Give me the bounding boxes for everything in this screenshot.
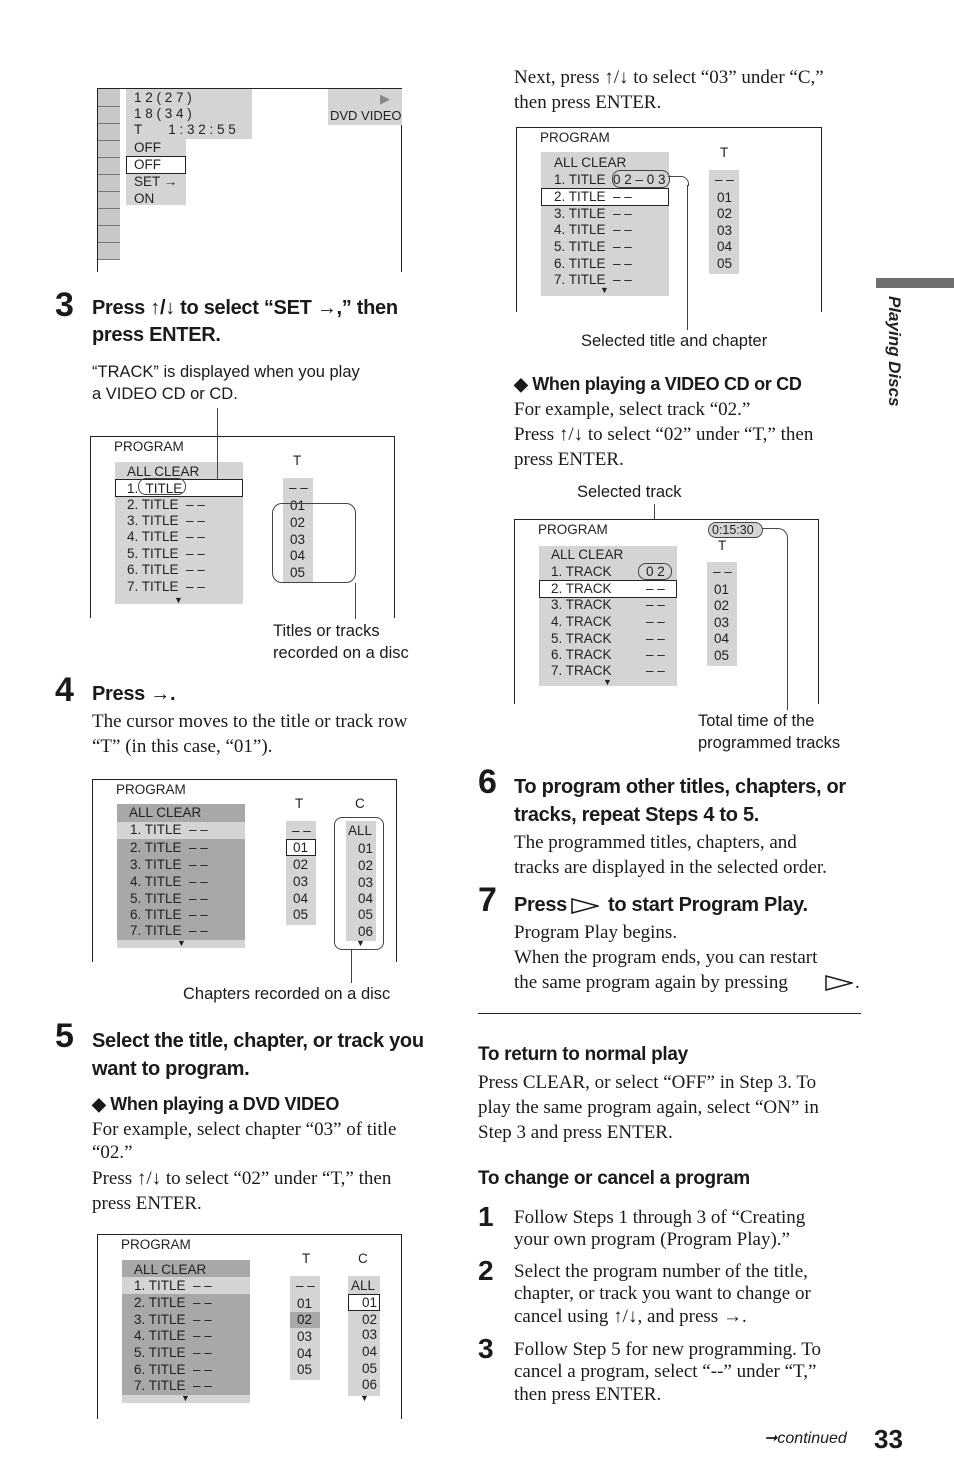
track-row-4: 4. TRACK bbox=[551, 614, 612, 629]
play-button-icon bbox=[571, 898, 599, 914]
section-tab-bar bbox=[876, 278, 954, 288]
step5-dvd-line-4: press ENTER. bbox=[92, 1193, 202, 1214]
total-time-connector bbox=[762, 528, 788, 548]
screen1-line-4: OFF bbox=[134, 140, 161, 155]
t-header: T bbox=[293, 453, 302, 468]
t-value-4: 04 bbox=[293, 891, 309, 906]
step7-number: 7 bbox=[478, 881, 497, 919]
program-label: PROGRAM bbox=[540, 130, 610, 145]
continued-label: ➞continued bbox=[764, 1430, 847, 1447]
step5-heading-2: want to program. bbox=[92, 1058, 250, 1080]
program-screen-4 bbox=[97, 1234, 402, 1419]
t-value-4: 04 bbox=[297, 1346, 313, 1361]
title-row-4: 4. TITLE – – bbox=[554, 222, 632, 237]
title-row-3: 3. TITLE – – bbox=[554, 206, 632, 221]
title-row-3: 3. TITLE – – bbox=[130, 857, 208, 872]
section-divider bbox=[478, 1013, 861, 1014]
program-label: PROGRAM bbox=[114, 439, 184, 454]
track-val-1: 0 2 bbox=[646, 564, 665, 579]
screen3-callout: Chapters recorded on a disc bbox=[183, 985, 391, 1003]
c-value-2: 02 bbox=[358, 858, 374, 873]
track-row-7: 7. TRACK bbox=[551, 663, 612, 678]
program-screen-5 bbox=[516, 127, 822, 312]
t-value-2: 02 bbox=[297, 1312, 313, 1327]
step7-body-1: Program Play begins. bbox=[514, 922, 678, 943]
title-row-4: 4. TITLE – – bbox=[134, 1328, 212, 1343]
scroll-down-icon: ▼ bbox=[603, 677, 612, 687]
selected-track-oval bbox=[638, 563, 672, 580]
title-row-7: 7. TITLE – – bbox=[134, 1378, 212, 1393]
track-val-3: – – bbox=[646, 597, 665, 612]
program-label: PROGRAM bbox=[121, 1237, 191, 1252]
t-value-0: – – bbox=[296, 1278, 315, 1293]
t-value-5: 05 bbox=[290, 565, 306, 580]
t-value-3: 03 bbox=[290, 532, 306, 547]
title-row-3: 3. TITLE – – bbox=[127, 513, 205, 528]
t-value-1: 01 bbox=[293, 840, 309, 855]
title-row-5: 5. TITLE – – bbox=[554, 239, 632, 254]
title-row-1: 1. TITLE – – bbox=[130, 822, 208, 837]
title-row-6: 6. TITLE – – bbox=[127, 562, 205, 577]
play-button-icon-inline bbox=[825, 975, 853, 991]
c-value-5: 05 bbox=[358, 907, 374, 922]
return-line-3: Step 3 and press ENTER. bbox=[478, 1122, 673, 1143]
title-row-5: 5. TITLE – – bbox=[127, 546, 205, 561]
screen2-callout-2: recorded on a disc bbox=[273, 644, 409, 662]
screen1-line-1: 1 2 ( 2 7 ) bbox=[134, 90, 192, 105]
c-value-0: ALL bbox=[351, 1278, 376, 1293]
title-row-6: 6. TITLE – – bbox=[554, 256, 632, 271]
t-value-3: 03 bbox=[293, 874, 309, 889]
change-step2-line-1: Select the program number of the title, bbox=[514, 1261, 808, 1282]
change-step3-line-1: Follow Step 5 for new programming. To bbox=[514, 1339, 822, 1360]
step7-body-2: When the program ends, you can restart bbox=[514, 947, 818, 968]
t-value-3: 03 bbox=[297, 1329, 313, 1344]
track-highlight-oval bbox=[138, 478, 186, 495]
track-val-6: – – bbox=[646, 647, 665, 662]
title-row-5: 5. TITLE – – bbox=[134, 1345, 212, 1360]
screen1-line-6: SET → bbox=[134, 174, 178, 189]
t-value-2: 02 bbox=[717, 206, 733, 221]
step6-number: 6 bbox=[478, 763, 497, 801]
step4-heading: Press →. bbox=[92, 683, 176, 705]
all-clear-label: ALL CLEAR bbox=[551, 547, 624, 562]
step5-heading-1: Select the title, chapter, or track you bbox=[92, 1030, 424, 1052]
c-value-4: 04 bbox=[362, 1344, 378, 1359]
return-line-2: play the same program again, select “ON” in bbox=[478, 1097, 819, 1118]
title-row-3: 3. TITLE – – bbox=[134, 1312, 212, 1327]
track-val-5: – – bbox=[646, 631, 665, 646]
t-value-5: 05 bbox=[293, 907, 309, 922]
selected-title-oval bbox=[612, 170, 670, 188]
track-row-5: 5. TRACK bbox=[551, 631, 612, 646]
c-value-4: 04 bbox=[358, 891, 374, 906]
step3-number: 3 bbox=[55, 286, 74, 324]
t-value-0: – – bbox=[292, 823, 311, 838]
c-header: C bbox=[358, 1251, 368, 1266]
play-icon: ▶ bbox=[380, 91, 390, 106]
c-header: C bbox=[355, 796, 365, 811]
title-row-2: 2. TITLE – – bbox=[134, 1295, 212, 1310]
screen1-line-2: 1 8 ( 3 4 ) bbox=[134, 106, 192, 121]
change-heading: To change or cancel a program bbox=[478, 1168, 750, 1189]
c-value-6: 06 bbox=[358, 924, 374, 939]
title-row-2: 2. TITLE – – bbox=[554, 189, 632, 204]
program-label: PROGRAM bbox=[538, 522, 608, 537]
t-value-1: 01 bbox=[297, 1296, 313, 1311]
change-step1-line-2: your own program (Program Play).” bbox=[514, 1229, 790, 1250]
step6-body-2: tracks are displayed in the selected order. bbox=[514, 857, 827, 878]
page-number: 33 bbox=[874, 1424, 903, 1454]
step7-period: . bbox=[855, 972, 860, 993]
change-step1-number: 1 bbox=[478, 1201, 494, 1232]
screen1-line-5: OFF bbox=[134, 157, 161, 172]
t-value-5: 05 bbox=[714, 648, 730, 663]
scroll-down-icon-c: ▼ bbox=[360, 1393, 369, 1403]
section-tab-label: Playing Discs bbox=[885, 296, 904, 407]
title-row-1: 1. TITLE – – bbox=[134, 1278, 212, 1293]
screen1-mode: DVD VIDEO bbox=[330, 108, 402, 123]
screen6-callout-1: Total time of the bbox=[698, 712, 815, 730]
step7-heading-post: to start Program Play. bbox=[608, 894, 808, 916]
return-line-1: Press CLEAR, or select “OFF” in Step 3. To bbox=[478, 1072, 817, 1093]
track-row-1: 1. TRACK bbox=[551, 564, 612, 579]
screen1-line-3: T 1 : 3 2 : 5 5 bbox=[134, 122, 236, 137]
c-value-3: 03 bbox=[358, 875, 374, 890]
scroll-down-icon: ▼ bbox=[181, 1393, 190, 1403]
t-value-4: 04 bbox=[717, 239, 733, 254]
step3-note-1: “TRACK” is displayed when you play bbox=[92, 363, 360, 381]
t-value-4: 04 bbox=[714, 631, 730, 646]
next-line-1: Next, press ↑/↓ to select “03” under “C,” bbox=[514, 67, 824, 88]
t-header: T bbox=[295, 796, 304, 811]
c-value-3: 03 bbox=[362, 1327, 378, 1342]
vcd-subheading: ◆ When playing a VIDEO CD or CD bbox=[514, 374, 802, 394]
next-line-2: then press ENTER. bbox=[514, 92, 662, 113]
change-step2-line-3: cancel using ↑/↓, and press →. bbox=[514, 1306, 747, 1327]
t-value-1: 01 bbox=[714, 582, 730, 597]
c-value-1: 01 bbox=[362, 1295, 378, 1310]
t-value-2: 02 bbox=[293, 857, 309, 872]
title-row-6: 6. TITLE – – bbox=[130, 907, 208, 922]
all-clear-label: ALL CLEAR bbox=[129, 805, 202, 820]
icon-column bbox=[98, 89, 120, 259]
change-step2-number: 2 bbox=[478, 1255, 494, 1286]
t-value-4: 04 bbox=[290, 548, 306, 563]
c-value-1: 01 bbox=[358, 841, 374, 856]
track-val-2: – – bbox=[646, 581, 665, 596]
screen5-callout: Selected title and chapter bbox=[581, 332, 768, 350]
title-row-4: 4. TITLE – – bbox=[130, 874, 208, 889]
c-value-6: 06 bbox=[362, 1377, 378, 1392]
chapters-bracket bbox=[334, 817, 384, 950]
c-value-5: 05 bbox=[362, 1361, 378, 1376]
change-step3-line-3: then press ENTER. bbox=[514, 1384, 662, 1405]
scroll-down-icon: ▼ bbox=[177, 938, 186, 948]
step3-note-2: a VIDEO CD or CD. bbox=[92, 385, 238, 403]
step7-body-3: the same program again by pressing bbox=[514, 972, 788, 993]
title-row-7: 7. TITLE – – bbox=[130, 923, 208, 938]
step5-dvd-line-1: For example, select chapter “03” of title bbox=[92, 1119, 397, 1140]
t-value-3: 03 bbox=[717, 223, 733, 238]
all-clear-label: ALL CLEAR bbox=[127, 464, 200, 479]
step5-dvd-line-2: “02.” bbox=[92, 1142, 133, 1163]
screen1-line-7: ON bbox=[134, 191, 155, 206]
t-value-0: – – bbox=[715, 172, 734, 187]
scroll-down-icon: ▼ bbox=[600, 285, 609, 295]
step6-heading-1: To program other titles, chapters, or bbox=[514, 776, 846, 798]
title-row-5: 5. TITLE – – bbox=[130, 891, 208, 906]
t-value-0: – – bbox=[289, 480, 308, 495]
step4-body-1: The cursor moves to the title or track row bbox=[92, 711, 408, 732]
title-row-7: 7. TITLE – – bbox=[554, 272, 632, 287]
change-step3-line-2: cancel a program, select “--” under “T,” bbox=[514, 1361, 817, 1382]
change-step1-line-1: Follow Steps 1 through 3 of “Creating bbox=[514, 1207, 806, 1228]
step4-number: 4 bbox=[55, 671, 74, 709]
step3-heading-1: Press ↑/↓ to select “SET →,” then bbox=[92, 297, 398, 319]
screen6-callout-2: programmed tracks bbox=[698, 734, 841, 752]
program-label: PROGRAM bbox=[116, 782, 186, 797]
t-header: T bbox=[718, 538, 727, 553]
c-value-2: 02 bbox=[362, 1312, 378, 1327]
t-value-1: 01 bbox=[717, 190, 733, 205]
screen2-callout-1: Titles or tracks bbox=[273, 622, 380, 640]
title-row-2: 2. TITLE – – bbox=[127, 497, 205, 512]
scroll-down-icon-c: ▼ bbox=[356, 938, 365, 948]
c-value-0: ALL bbox=[348, 823, 373, 838]
vcd-line-3: press ENTER. bbox=[514, 449, 624, 470]
all-clear-label: ALL CLEAR bbox=[554, 155, 627, 170]
step6-heading-2: tracks, repeat Steps 4 to 5. bbox=[514, 804, 760, 826]
dvd-subheading: ◆ When playing a DVD VIDEO bbox=[92, 1094, 340, 1114]
t-header: T bbox=[302, 1251, 311, 1266]
title-row-6: 6. TITLE – – bbox=[134, 1362, 212, 1377]
step4-body-2: “T” (in this case, “01”). bbox=[92, 736, 273, 757]
all-clear-label: ALL CLEAR bbox=[134, 1262, 207, 1277]
return-heading: To return to normal play bbox=[478, 1044, 688, 1065]
step3-heading-2: press ENTER. bbox=[92, 324, 221, 346]
change-step3-number: 3 bbox=[478, 1333, 494, 1364]
t-value-5: 05 bbox=[717, 256, 733, 271]
t-value-2: 02 bbox=[714, 598, 730, 613]
track-val-7: – – bbox=[646, 663, 665, 678]
title-row-7: 7. TITLE – – bbox=[127, 579, 205, 594]
vcd-line-2: Press ↑/↓ to select “02” under “T,” then bbox=[514, 424, 814, 445]
vcd-line-1: For example, select track “02.” bbox=[514, 399, 751, 420]
title-row-1: 1. TITLE bbox=[127, 481, 183, 496]
t-header: T bbox=[720, 145, 729, 160]
title-row-2: 2. TITLE – – bbox=[130, 840, 208, 855]
t-value-5: 05 bbox=[297, 1362, 313, 1377]
step6-body-1: The programmed titles, chapters, and bbox=[514, 832, 797, 853]
step7-heading-pre: Press bbox=[514, 894, 567, 916]
t-value-3: 03 bbox=[714, 615, 730, 630]
selected-track-callout: Selected track bbox=[577, 483, 682, 501]
total-time: 0:15:30 bbox=[712, 523, 754, 537]
change-step2-line-2: chapter, or track you want to change or bbox=[514, 1283, 811, 1304]
t-value-0: – – bbox=[713, 564, 732, 579]
selected-title-connector bbox=[668, 176, 689, 186]
track-row-6: 6. TRACK bbox=[551, 647, 612, 662]
scroll-down-icon: ▼ bbox=[174, 595, 183, 605]
setup-screen-1 bbox=[97, 88, 402, 272]
t-value-2: 02 bbox=[290, 515, 306, 530]
t-value-1: 01 bbox=[290, 498, 306, 513]
track-row-2: 2. TRACK bbox=[551, 581, 612, 596]
title-row-4: 4. TITLE – – bbox=[127, 529, 205, 544]
title-row-1: 1. TITLE 0 2 – 0 3 bbox=[554, 172, 666, 187]
step5-dvd-line-3: Press ↑/↓ to select “02” under “T,” then bbox=[92, 1168, 392, 1189]
track-row-3: 3. TRACK bbox=[551, 597, 612, 612]
step5-number: 5 bbox=[55, 1017, 74, 1055]
track-val-4: – – bbox=[646, 614, 665, 629]
titles-bracket bbox=[272, 503, 356, 583]
